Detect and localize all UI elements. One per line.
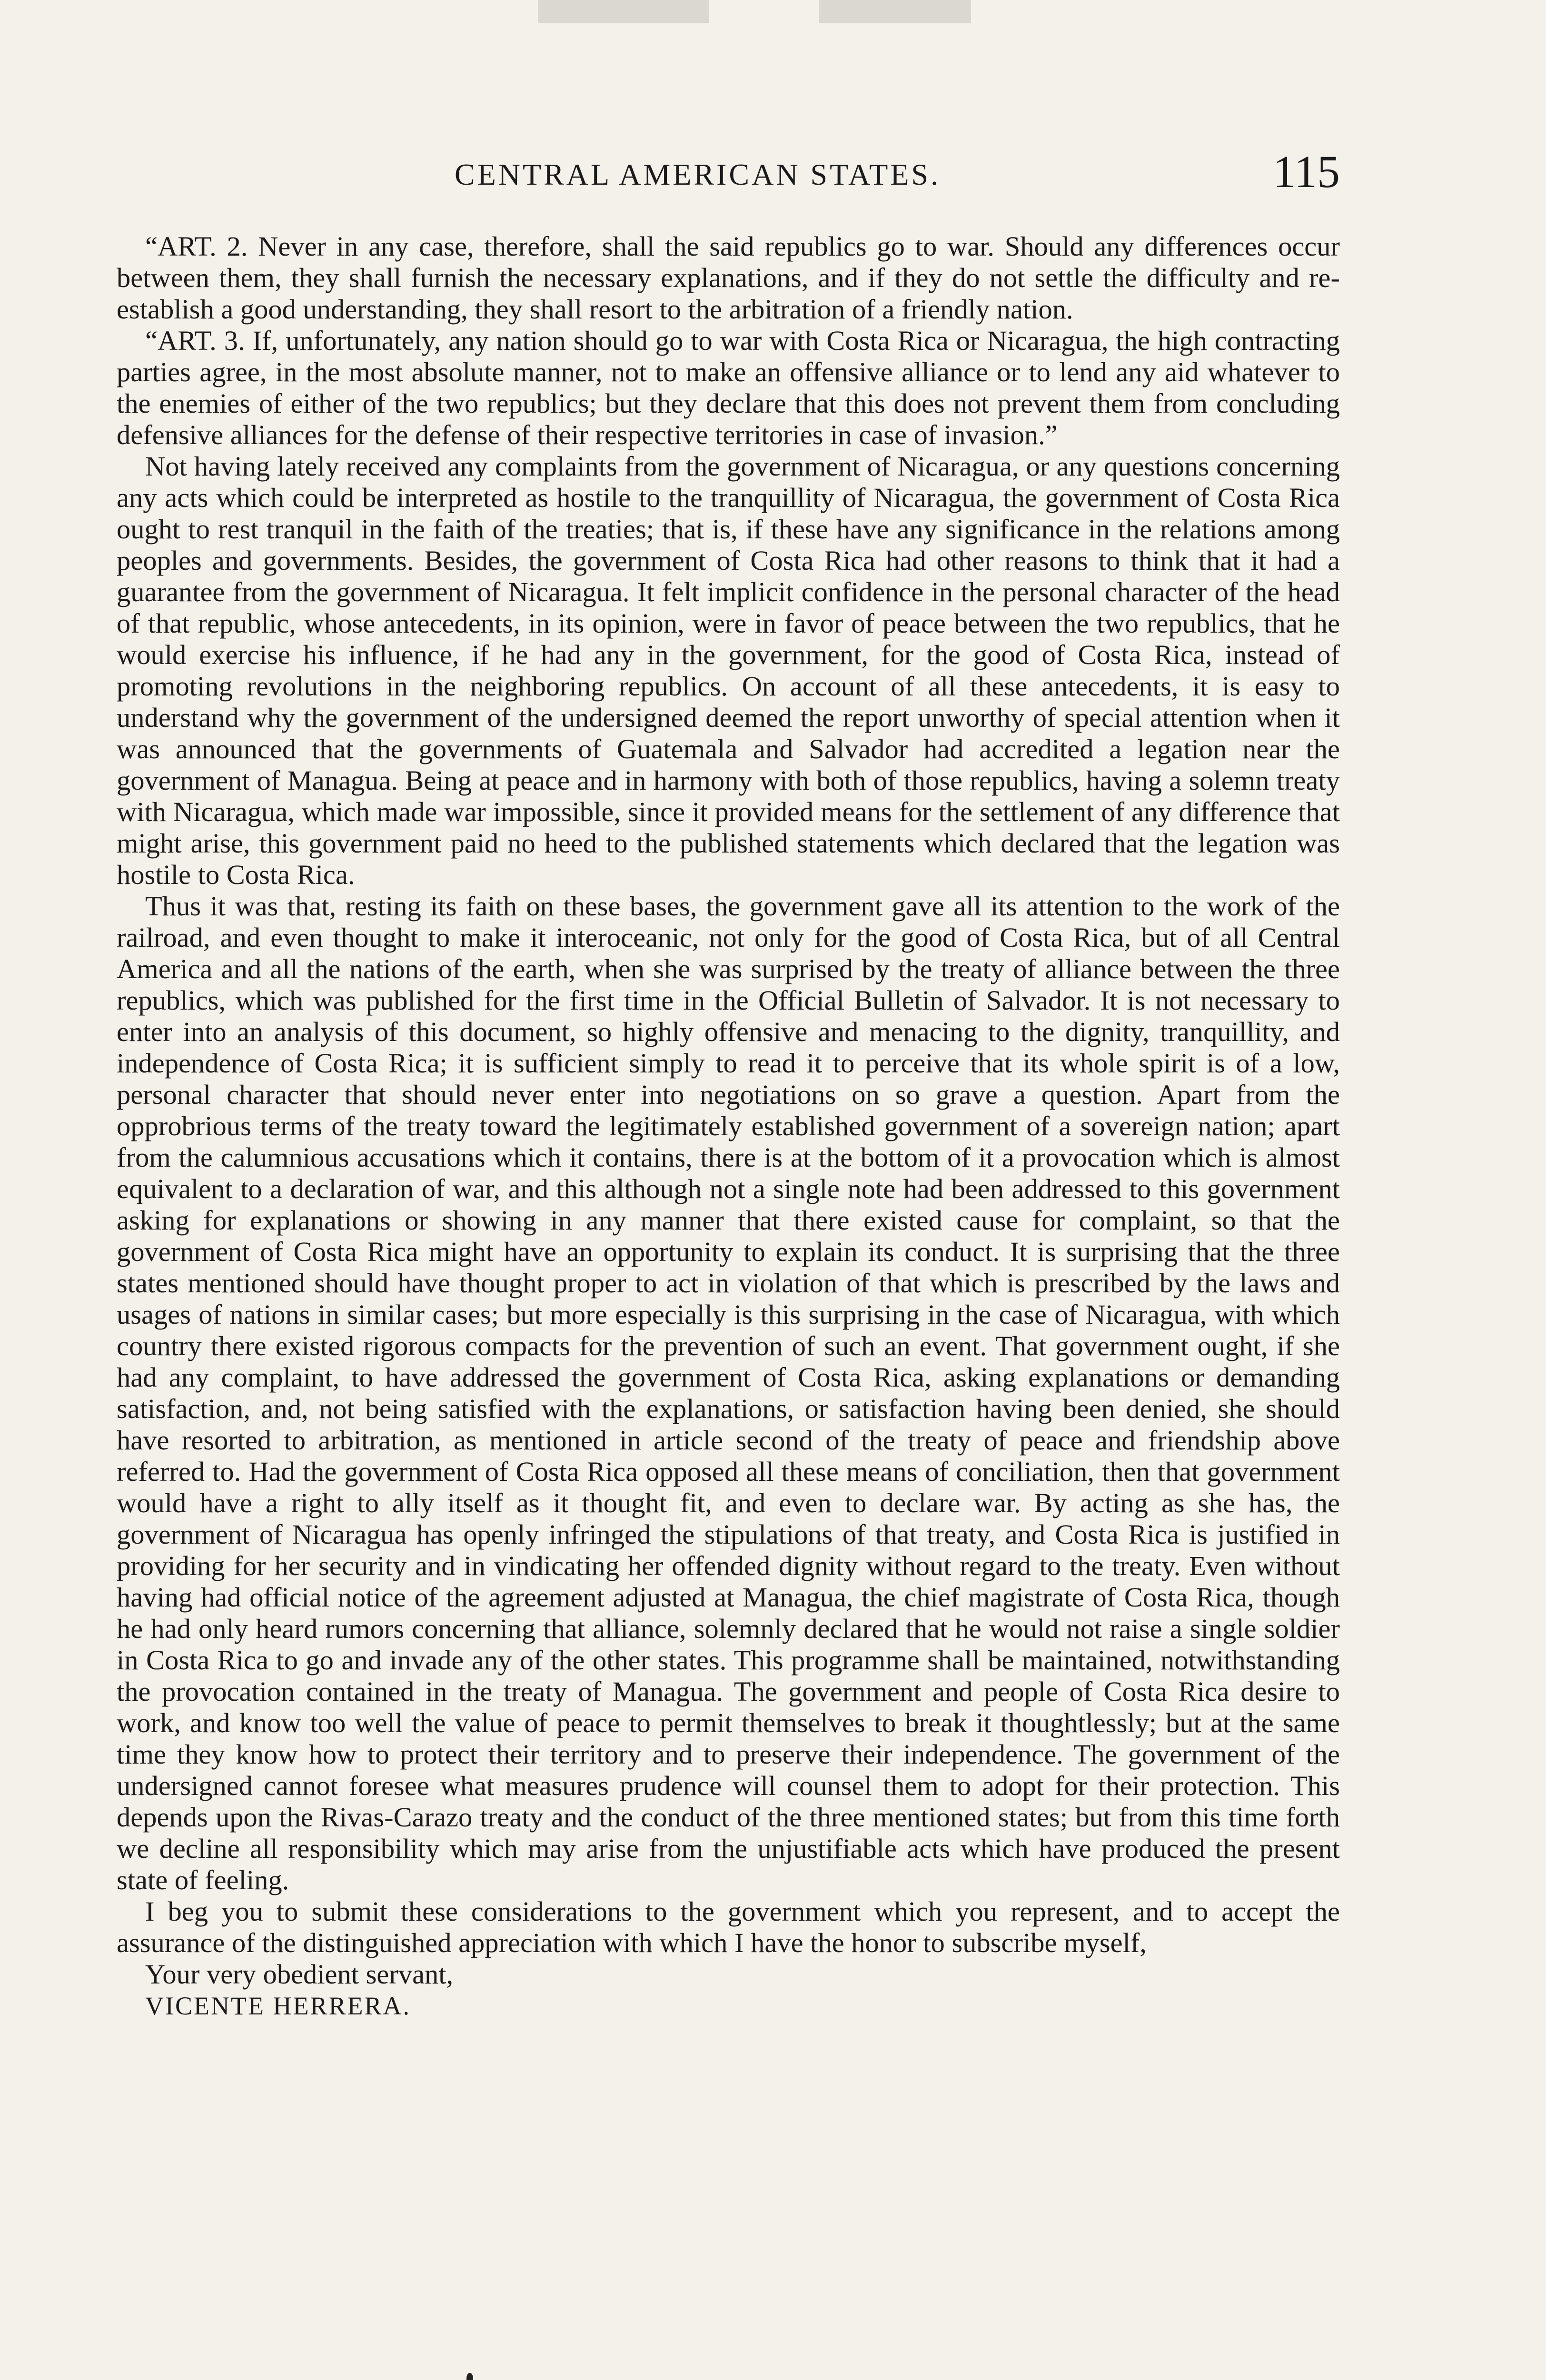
paragraph-article-3: “ART. 3. If, unfortunately, any nation should go to war with Costa Rica or Nicaragua, the high contracting parties agree, in the most absolute manner, not to make an offensive alliance or to lend any aid whatever to the enemies of either of the two republics; but they declare that this does not prevent them from concluding defensive alliances for the defense of their respective territories in case of invasion.” <box>117 325 1340 450</box>
scan-noise-left <box>538 0 709 23</box>
paragraph-article-2: “ART. 2. Never in any case, therefore, shall the said republics go to war. Should any differences occur between them, they shall furnish the necessary explanations, and if they do not settle the difficulty and re-establish a good understanding, they shall resort to the arbitration of a friendly nation. <box>117 231 1340 325</box>
scan-noise-right <box>819 0 971 23</box>
document-body <box>117 231 1340 2022</box>
running-title: CENTRAL AMERICAN STATES. <box>455 158 941 191</box>
signature: VICENTE HERRERA. <box>145 1992 411 2020</box>
paragraph-nicaragua-relations: Not having lately received any complaints from the government of Nicaragua, or any questions concerning any acts which could be interpreted as hostile to the tranquillity of Nicaragua, the government of Costa Rica ought to rest tranquil in the faith of the treaties; that is, if these have any significance in the relations among peoples and governments. Besides, the government of Costa Rica had other reasons to think that it had a guarantee from the government of Nicaragua. It felt implicit confidence in the personal character of the head of that republic, whose antecedents, in its opinion, were in favor of peace between the two republics, that he would exercise his influence, if he had any in the government, for the good of Costa Rica, instead of promoting revolutions in the neighboring republics. On account of all these antecedents, it is easy to understand why the government of the undersigned deemed the report unworthy of special attention when it was announced that the governments of Guatemala and Salvador had accredited a legation near the government of Managua. Being at peace and in harmony with both of those republics, having a solemn treaty with Nicaragua, which made war impossible, since it provided means for the settlement of any difference that might arise, this government paid no heed to the published statements which declared that the legation was hostile to Costa Rica. <box>117 451 1340 890</box>
page-number: 115 <box>1273 146 1340 197</box>
page-header <box>117 143 1340 200</box>
paragraph-treaty-of-alliance: Thus it was that, resting its faith on these bases, the government gave all its attention to the work of the railroad, and even thought to make it interoceanic, not only for the good of Costa Rica, but of all Central America and all the nations of the earth, when she was surprised by the treaty of alliance between the three republics, which was published for the first time in the Official Bulletin of Salvador. It is not necessary to enter into an analysis of this document, so highly offensive and menacing to the dignity, tranquillity, and independence of Costa Rica; it is sufficient simply to read it to perceive that its whole spirit is of a low, personal character that should never enter into negotiations on so grave a question. Apart from the opprobrious terms of the treaty toward the legitimately established government of a sovereign nation; apart from the calumnious accusations which it contains, there is at the bottom of it a provocation which is almost equivalent to a declaration of war, and this although not a single note had been addressed to this government asking for explanations or showing in any manner that there existed cause for complaint, so that the government of Costa Rica might have an opportunity to explain its conduct. It is surprising that the three states mentioned should have thought proper to act in violation of that which is prescribed by the laws and usages of nations in similar cases; but more especially is this surprising in the case of Nicaragua, with which country there existed rigorous compacts for the prevention of such an event. That government ought, if she had any complaint, to have addressed the government of Costa Rica, asking explanations or demanding satisfaction, and, not being satisfied with the explanations, or satisfaction having been denied, she should have resorted to arbitration, as mentioned in article second of the treaty of peace and friendship above referred to. Had the government of Costa Rica opposed all these means of conciliation, then that government would have a right to ally itself as it thought fit, and even to declare war. By acting as she has, the government of Nicaragua has openly infringed the stipulations of that treaty, and Costa Rica is justified in providing for her security and in vindicating her offended dignity without regard to the treaty. Even without having had official notice of the agreement adjusted at Managua, the chief magistrate of Costa Rica, though he had only heard rumors concerning that alliance, solemnly declared that he would not raise a single soldier in Costa Rica to go and invade any of the other states. This programme shall be maintained, notwithstanding the provocation contained in the treaty of Managua. The government and people of Costa Rica desire to work, and know too well the value of peace to permit themselves to break it thoughtlessly; but at the same time they know how to protect their territory and to preserve their independence. The government of the undersigned cannot foresee what measures prudence will counsel them to adopt for their protection. This depends upon the Rivas-Carazo treaty and the conduct of the three mentioned states; but from this time forth we decline all responsibility which may arise from the unjustifiable acts which have produced the present state of feeling. <box>117 891 1340 1895</box>
paragraph-closing-request: I beg you to submit these considerations to the government which you represent, and to accept the assurance of the distinguished appreciation with which I have the honor to subscribe myself, <box>117 1896 1340 1958</box>
ink-spot <box>466 2373 473 2380</box>
complimentary-close: Your very obedient servant, <box>145 1959 454 1990</box>
